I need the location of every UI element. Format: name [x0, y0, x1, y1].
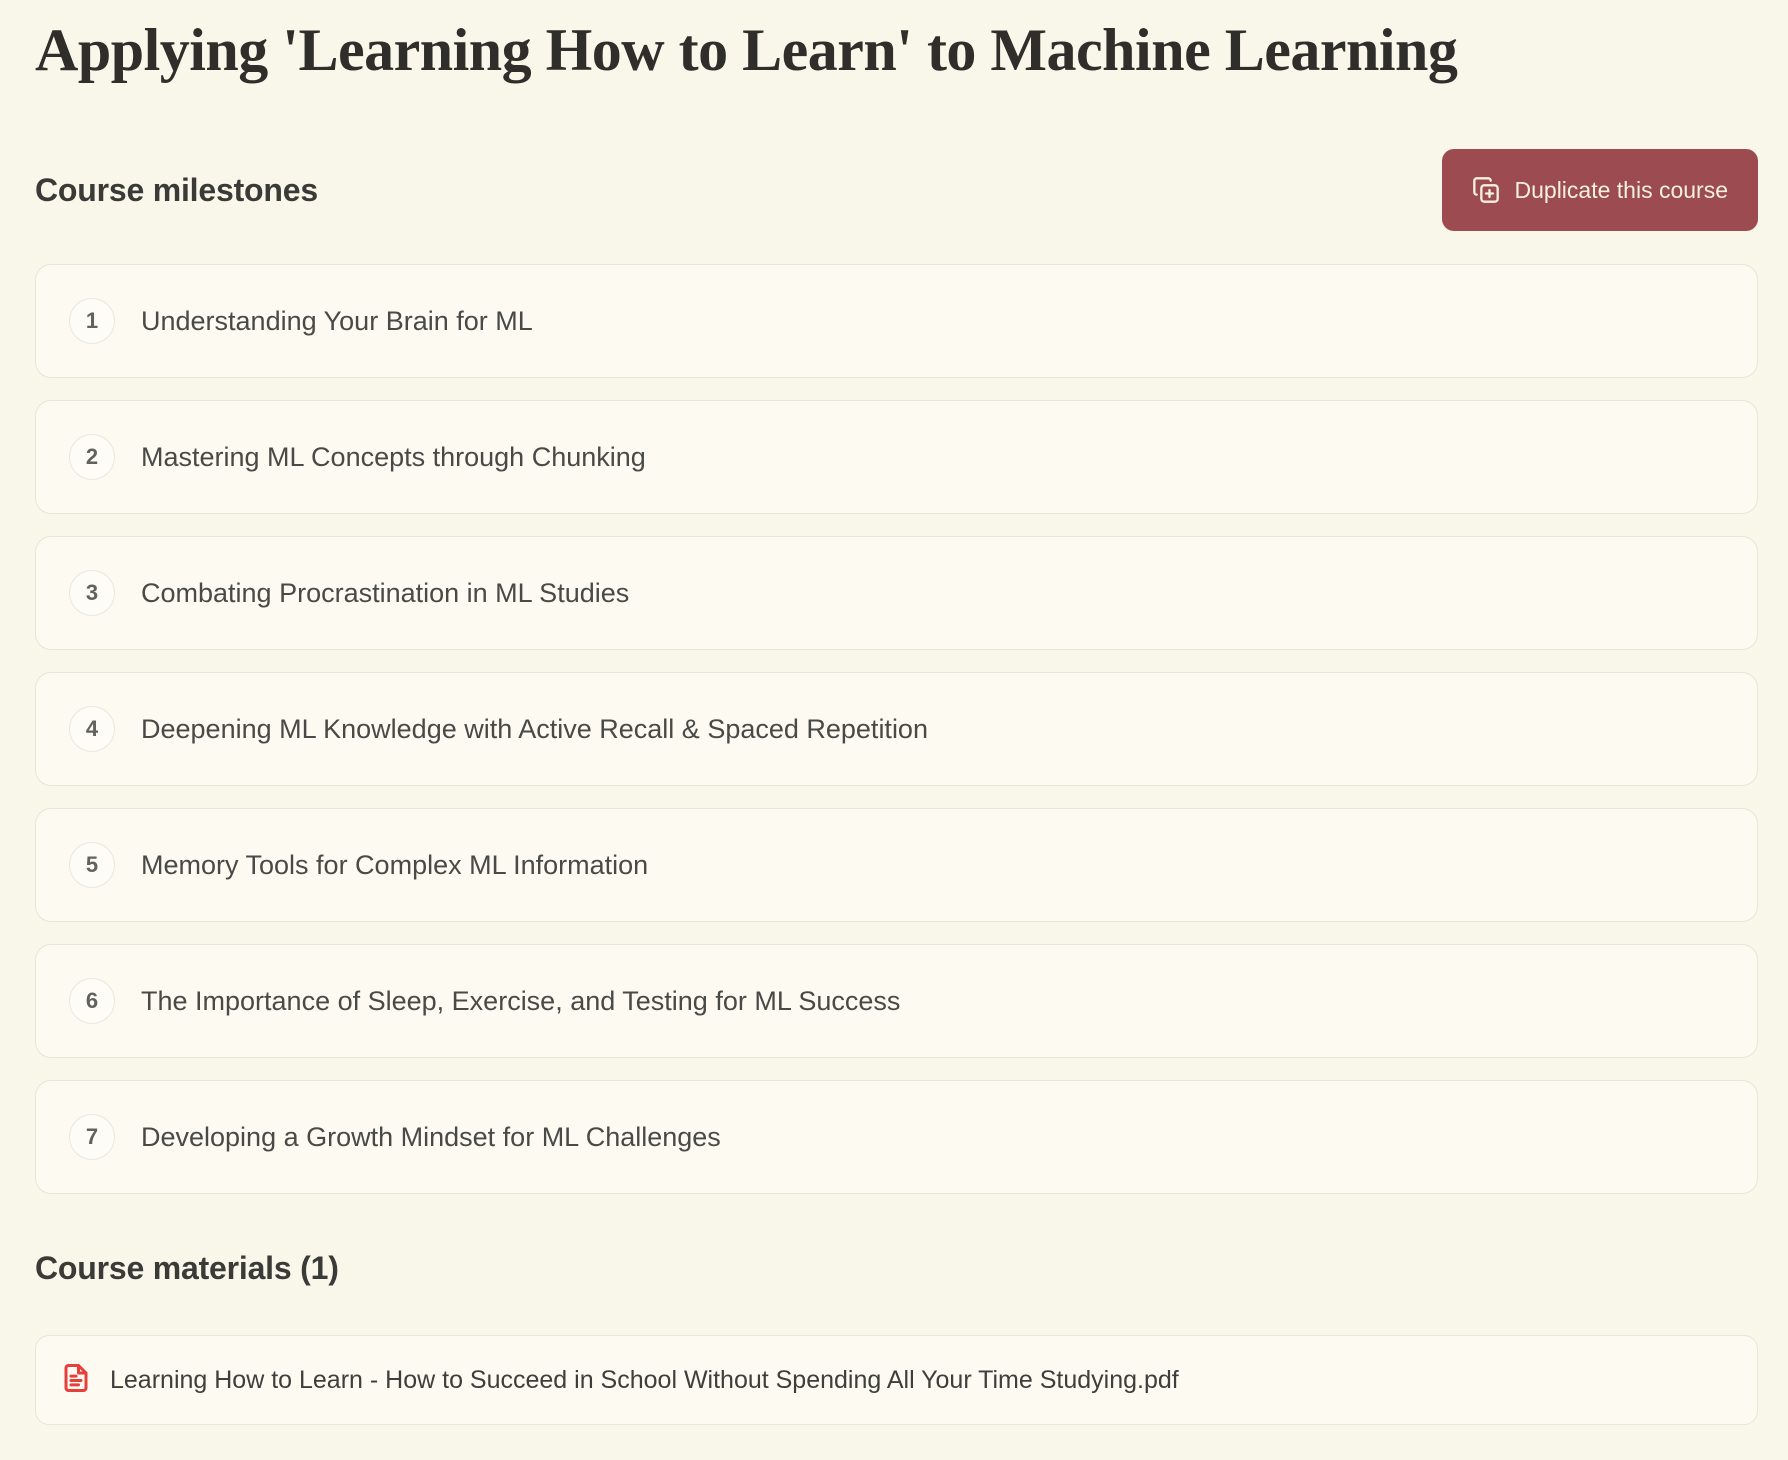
milestone-number-badge: 4 [69, 706, 115, 752]
milestone-label: Understanding Your Brain for ML [141, 305, 533, 336]
course-milestones-heading: Course milestones [35, 171, 318, 208]
milestone-number-badge: 5 [69, 842, 115, 888]
milestone-row-7[interactable] [35, 1080, 1758, 1194]
milestone-row-3[interactable] [35, 536, 1758, 650]
page-title: Applying 'Learning How to Learn' to Machine Learning [35, 17, 1458, 83]
milestone-number-badge: 7 [69, 1114, 115, 1160]
copy-plus-icon [1472, 176, 1500, 204]
milestone-row-4[interactable] [35, 672, 1758, 786]
milestones-section-header [35, 149, 1758, 231]
milestone-row-1[interactable] [35, 264, 1758, 378]
milestone-label: Memory Tools for Complex ML Information [141, 849, 649, 880]
milestone-list [35, 264, 1758, 1194]
milestone-label: Deepening ML Knowledge with Active Recall & Spaced Repetition [141, 713, 928, 744]
duplicate-course-button-label: Duplicate this course [1514, 176, 1728, 203]
materials-section-header [35, 1250, 1758, 1287]
milestone-number-badge: 1 [69, 298, 115, 344]
material-file-row[interactable] [35, 1335, 1758, 1425]
pdf-file-icon [61, 1361, 91, 1400]
milestone-label: The Importance of Sleep, Exercise, and Testing for ML Success [141, 985, 901, 1016]
milestone-row-5[interactable] [35, 808, 1758, 922]
milestone-label: Mastering ML Concepts through Chunking [141, 441, 646, 472]
milestone-number-badge: 2 [69, 434, 115, 480]
milestone-label: Developing a Growth Mindset for ML Challenges [141, 1121, 721, 1152]
material-file-name: Learning How to Learn - How to Succeed in School Without Spending All Your Time Studying.pdf [110, 1365, 1179, 1394]
milestone-number-badge: 6 [69, 978, 115, 1024]
milestone-row-6[interactable] [35, 944, 1758, 1058]
milestone-row-2[interactable] [35, 400, 1758, 514]
duplicate-course-button[interactable] [1442, 149, 1759, 231]
milestone-number-badge: 3 [69, 570, 115, 616]
milestone-label: Combating Procrastination in ML Studies [141, 577, 630, 608]
course-materials-heading: Course materials (1) [35, 1250, 339, 1286]
